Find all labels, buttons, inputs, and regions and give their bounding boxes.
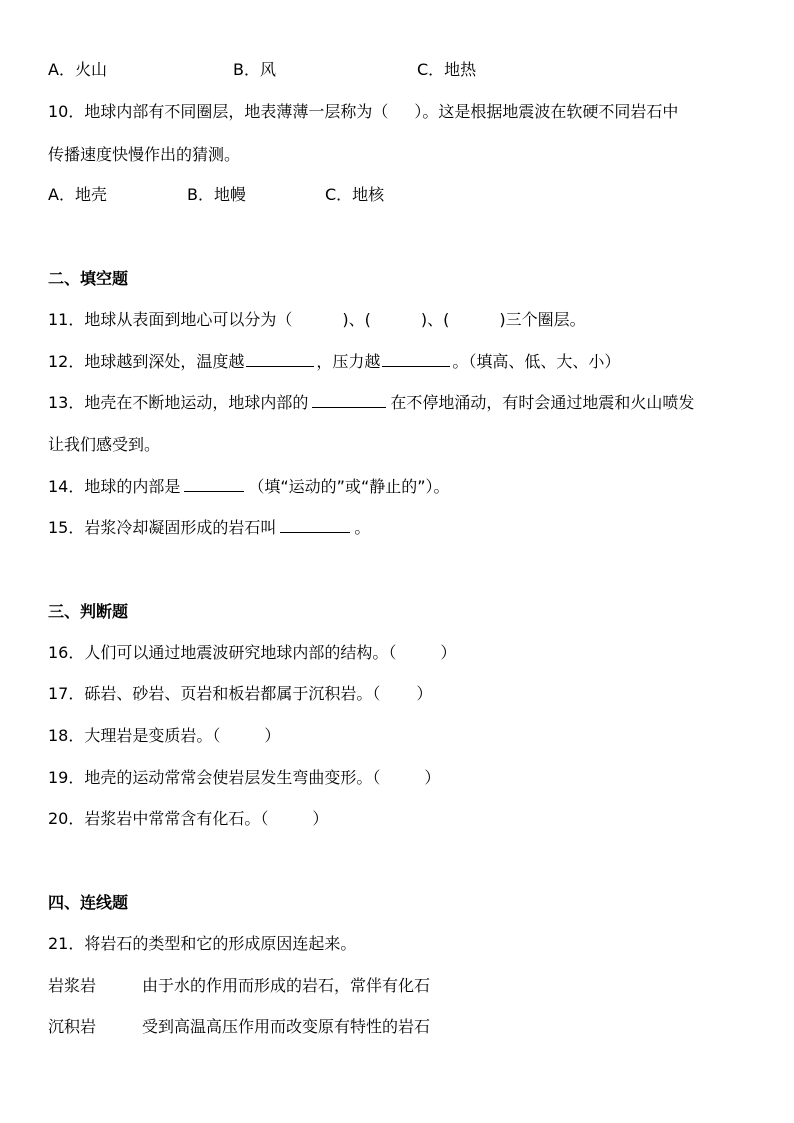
q9-option-b: B．风 <box>233 60 276 79</box>
q16-text: 16．人们可以通过地震波研究地球内部的结构。（ <box>48 643 397 662</box>
q18-close: ） <box>264 726 281 745</box>
q14-blank[interactable] <box>184 477 244 492</box>
q13-cont: 让我们感受到。 <box>48 435 161 454</box>
q9-option-c: C．地热 <box>417 60 477 79</box>
q10-stem-cont: 传播速度快慢作出的猜测。 <box>48 145 241 164</box>
q15-text-a: 15．岩浆冷却凝固形成的岩石叫 <box>48 518 277 537</box>
q21: 21．将岩石的类型和它的形成原因连起来。 <box>48 934 357 953</box>
section4-title: 四、连线题 <box>48 893 129 912</box>
q15-blank[interactable] <box>280 518 350 533</box>
q14-text-a: 14．地球的内部是 <box>48 477 181 496</box>
q11-text-a: 11．地球从表面到地心可以分为（ <box>48 310 293 329</box>
q10-stem <box>48 102 678 122</box>
q9-options <box>48 60 476 80</box>
q20-close: ） <box>312 809 329 828</box>
q12-blank-1[interactable] <box>246 352 314 367</box>
q13-blank[interactable] <box>312 393 386 408</box>
q12-text-b: ，压力越 <box>316 352 381 371</box>
q17-text: 17．砾岩、砂岩、页岩和板岩都属于沉积岩。（ <box>48 684 381 703</box>
section3-title: 三、判断题 <box>48 602 129 621</box>
q19 <box>48 768 440 788</box>
q13-text-a: 13．地壳在不断地运动，地球内部的 <box>48 393 309 412</box>
q16 <box>48 643 456 663</box>
q19-text: 19．地壳的运动常常会使岩层发生弯曲变形。（ <box>48 768 381 787</box>
q15-text-b: 。 <box>354 518 371 537</box>
q17-close: ） <box>416 684 433 703</box>
q12-blank-2[interactable] <box>382 352 450 367</box>
q14 <box>48 477 450 497</box>
q14-text-b: （填“运动的”或“静止的”）。 <box>248 477 450 496</box>
q10-stem-b: ）。这是根据地震波在软硬不同岩石中 <box>414 102 679 121</box>
q12 <box>48 352 620 372</box>
q18 <box>48 726 280 746</box>
rock-type-label[interactable]: 沉积岩 <box>48 1017 97 1036</box>
q12-text-c: 。（填高、低、大、小） <box>452 352 621 371</box>
q15 <box>48 518 370 538</box>
q10-option-b: B．地幔 <box>187 185 246 204</box>
q9-option-a: A．火山 <box>48 60 107 79</box>
q13-text-b: 在不停地涌动，有时会通过地震和火山喷发 <box>390 393 695 412</box>
q10-option-a: A．地壳 <box>48 185 107 204</box>
q19-close: ） <box>424 768 441 787</box>
q13 <box>48 393 694 413</box>
q11-text-b: )、( <box>342 310 371 329</box>
q20-text: 20．岩浆岩中常常含有化石。（ <box>48 809 269 828</box>
match-row <box>48 1017 430 1037</box>
q10-stem-a: 10．地球内部有不同圈层，地表薄薄一层称为（ <box>48 102 389 121</box>
formation-cause-label[interactable]: 由于水的作用而形成的岩石，常伴有化石 <box>142 976 431 995</box>
q10-option-c: C．地核 <box>325 185 385 204</box>
q17 <box>48 684 432 704</box>
q20 <box>48 809 328 829</box>
q11-text-c: )、( <box>420 310 450 329</box>
q11-text-d: )三个圈层。 <box>499 310 586 329</box>
q18-text: 18．大理岩是变质岩。（ <box>48 726 221 745</box>
match-row <box>48 976 430 996</box>
q12-text-a: 12．地球越到深处，温度越 <box>48 352 245 371</box>
q10-options <box>48 185 384 205</box>
rock-type-label[interactable]: 岩浆岩 <box>48 976 97 995</box>
formation-cause-label[interactable]: 受到高温高压作用而改变原有特性的岩石 <box>142 1017 431 1036</box>
q11 <box>48 310 586 330</box>
section2-title: 二、填空题 <box>48 269 129 288</box>
q16-close: ） <box>440 643 457 662</box>
